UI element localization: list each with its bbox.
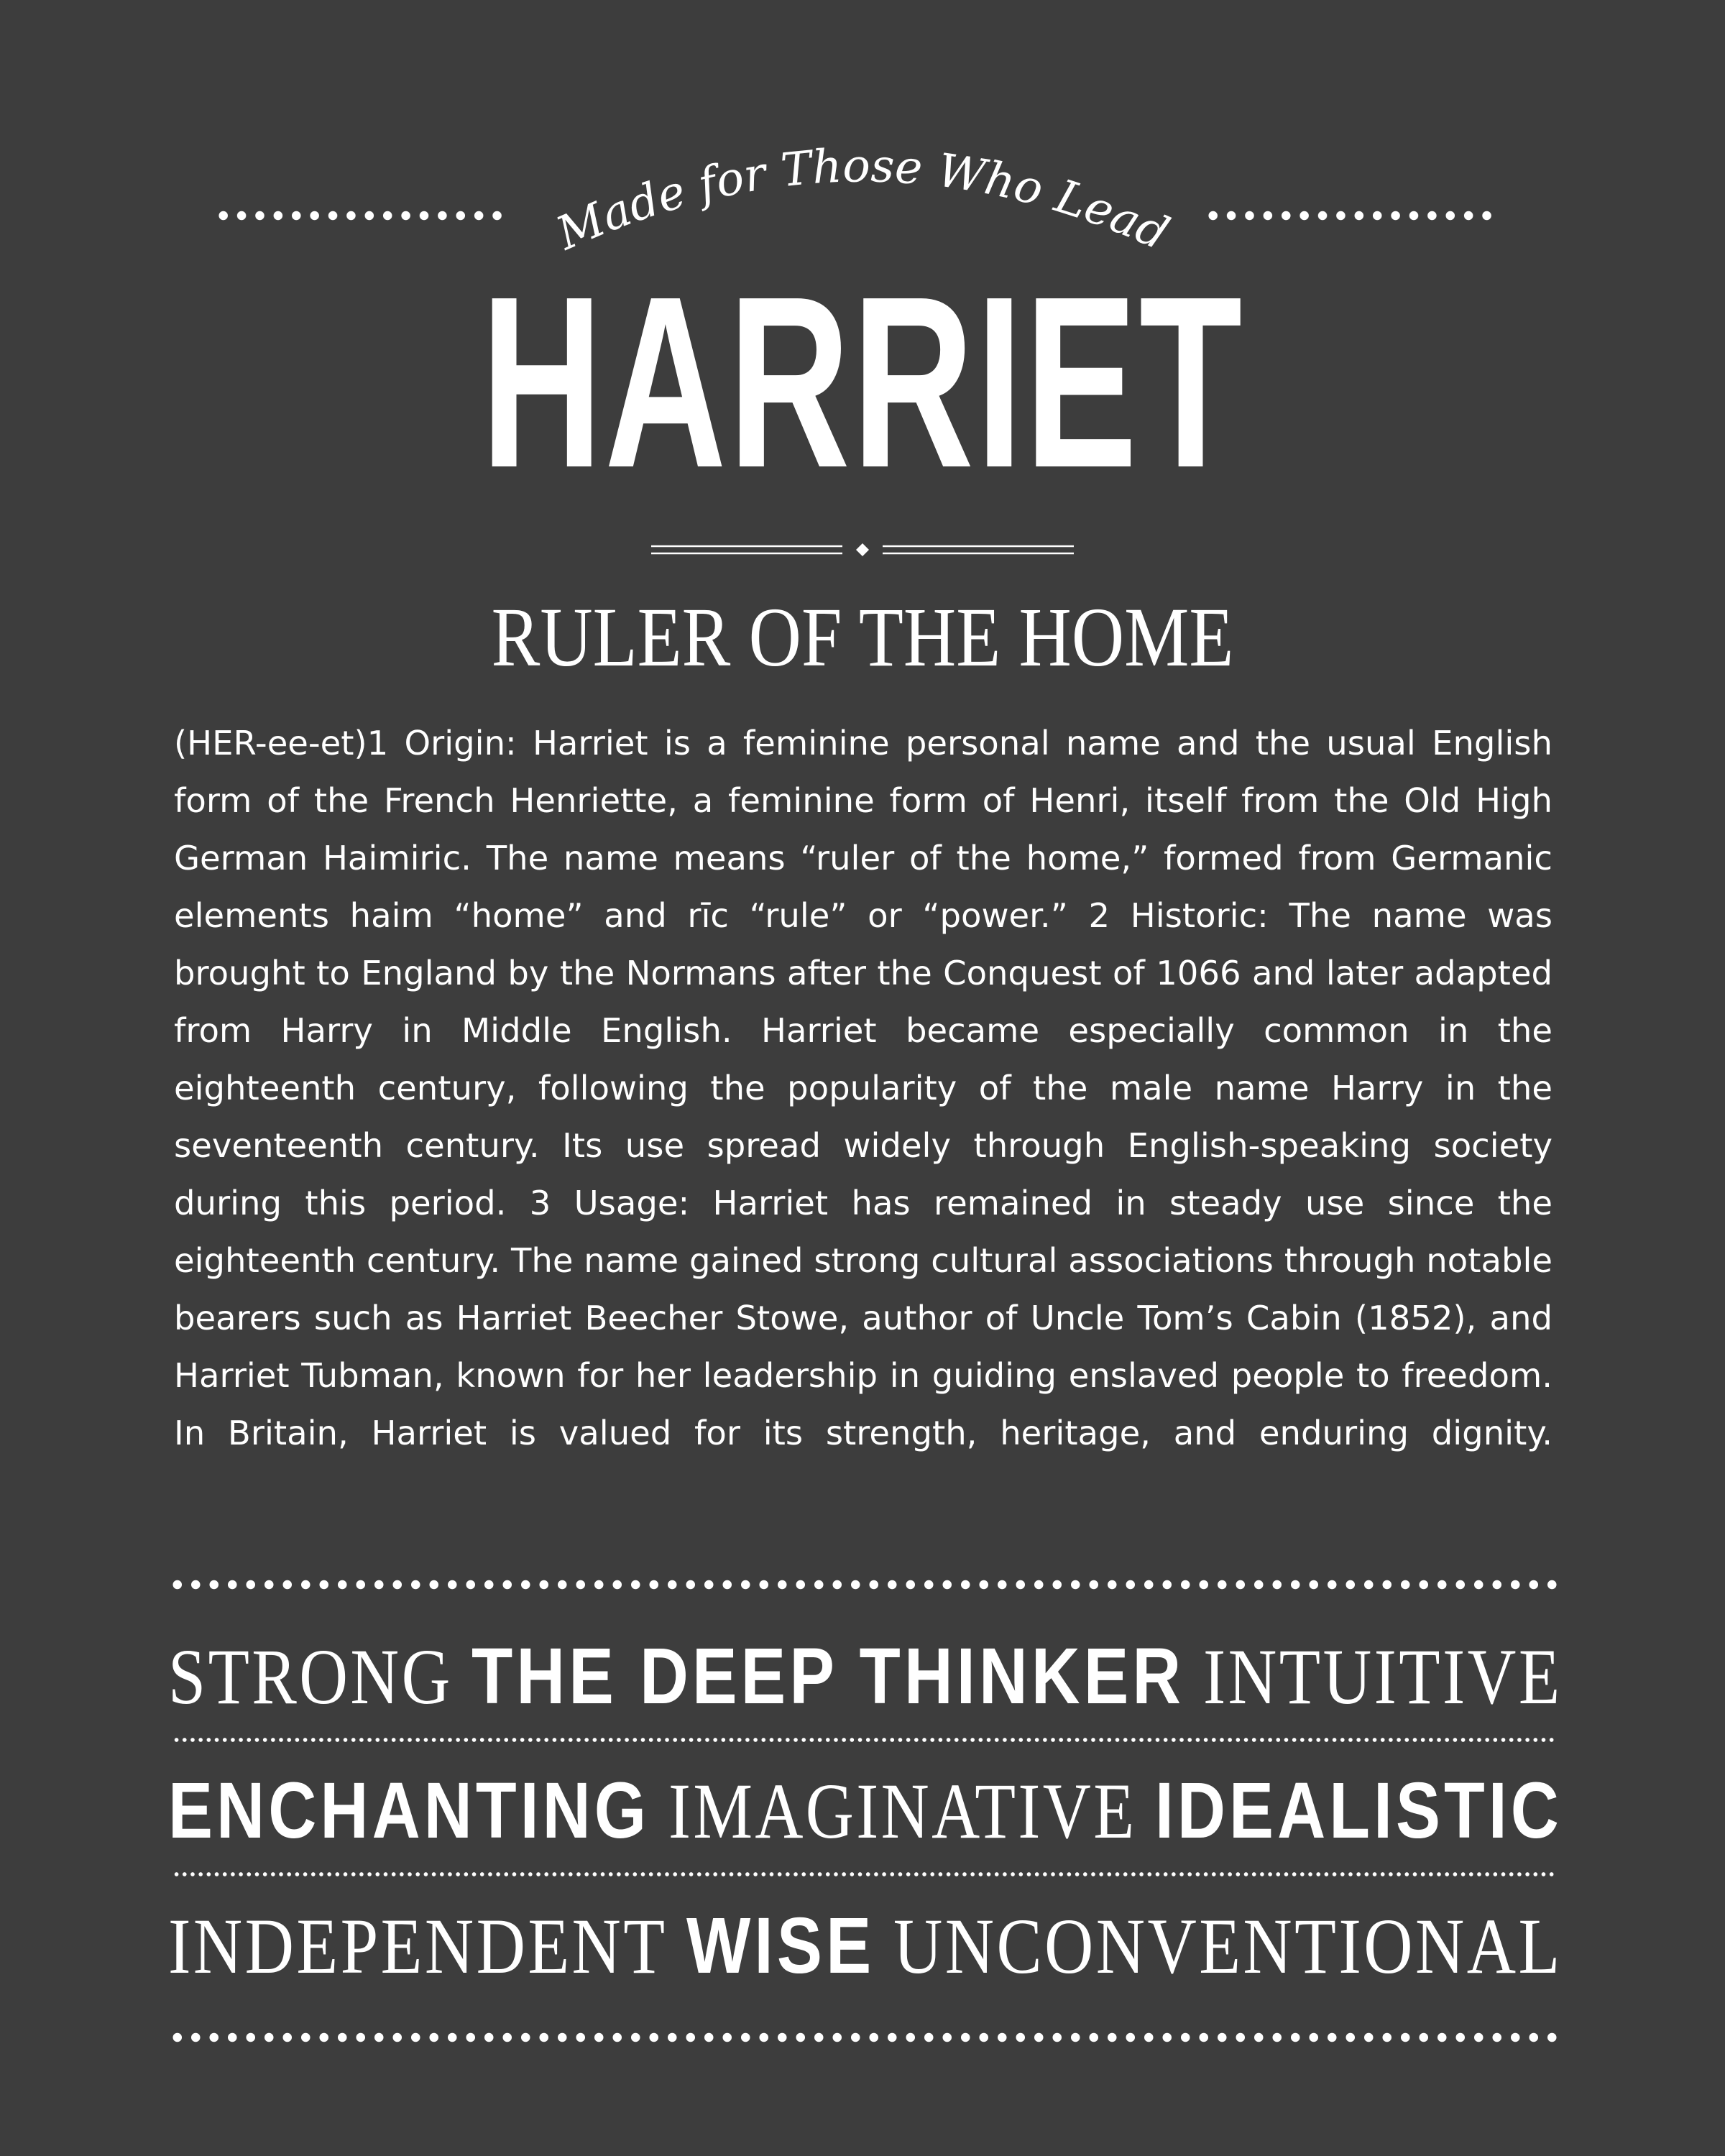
- trait-word: IDEALISTIC: [1155, 1766, 1563, 1855]
- dotted-divider-small-1: [172, 1736, 1555, 1743]
- trait-row-1: [168, 1630, 1563, 1723]
- dotted-rule-left: [214, 208, 506, 223]
- dotted-divider-bottom: [168, 2030, 1560, 2045]
- diamond-ornament-divider: [647, 539, 1078, 561]
- trait-word: INTUITIVE: [1203, 1633, 1563, 1720]
- name-meaning: RULER OF THE HOME: [491, 590, 1234, 684]
- tagline-text-path: Made for Those Who Lead: [548, 139, 1177, 262]
- name-title: HARRIET: [481, 246, 1244, 519]
- trait-word: STRONG: [168, 1633, 453, 1720]
- trait-row-3: [168, 1899, 1563, 1993]
- dotted-rule-right: [1204, 208, 1496, 223]
- trait-row-2: [168, 1764, 1563, 1858]
- name-description: (HER-ee-et)1 Origin: Harriet is a feminine personal name and the usual English form of the French Henriette, a feminine form of Henri, itself from the Old High German Haimiric. The name means “ruler of the home,” formed from Germanic elements haim “home” and rīc “rule” or “power.” 2 Historic: The name was brought to England by the Normans after the Conquest of 1066 and later adapted from Harry in Middle English. Harriet became especially common in the eighteenth century, following the popularity of the male name Harry in the seventeenth century. Its use spread widely through English-speaking society during this period. 3 Usage: Harriet has remained in steady use since the eighteenth century. The name gained strong cultural associations through notable bearers such as Harriet Beecher Stowe, author of Uncle Tom’s Cabin (1852), and Harriet Tubman, known for her leadership in guiding enslaved people to freedom. In Britain, Harriet is valued for its strength, heritage, and enduring dignity.: [174, 724, 1552, 1452]
- trait-word: IMAGINATIVE: [668, 1767, 1137, 1855]
- tagline: [503, 108, 1222, 266]
- tagline-text: [548, 139, 1177, 261]
- trait-word: WISE: [686, 1902, 875, 1990]
- dotted-divider-small-2: [172, 1871, 1555, 1878]
- trait-word: ENCHANTING: [168, 1766, 650, 1855]
- trait-word: THE DEEP THINKER: [471, 1632, 1184, 1720]
- trait-word: INDEPENDENT: [168, 1902, 668, 1990]
- dotted-divider-top: [168, 1577, 1560, 1592]
- trait-word: UNCONVENTIONAL: [893, 1902, 1563, 1990]
